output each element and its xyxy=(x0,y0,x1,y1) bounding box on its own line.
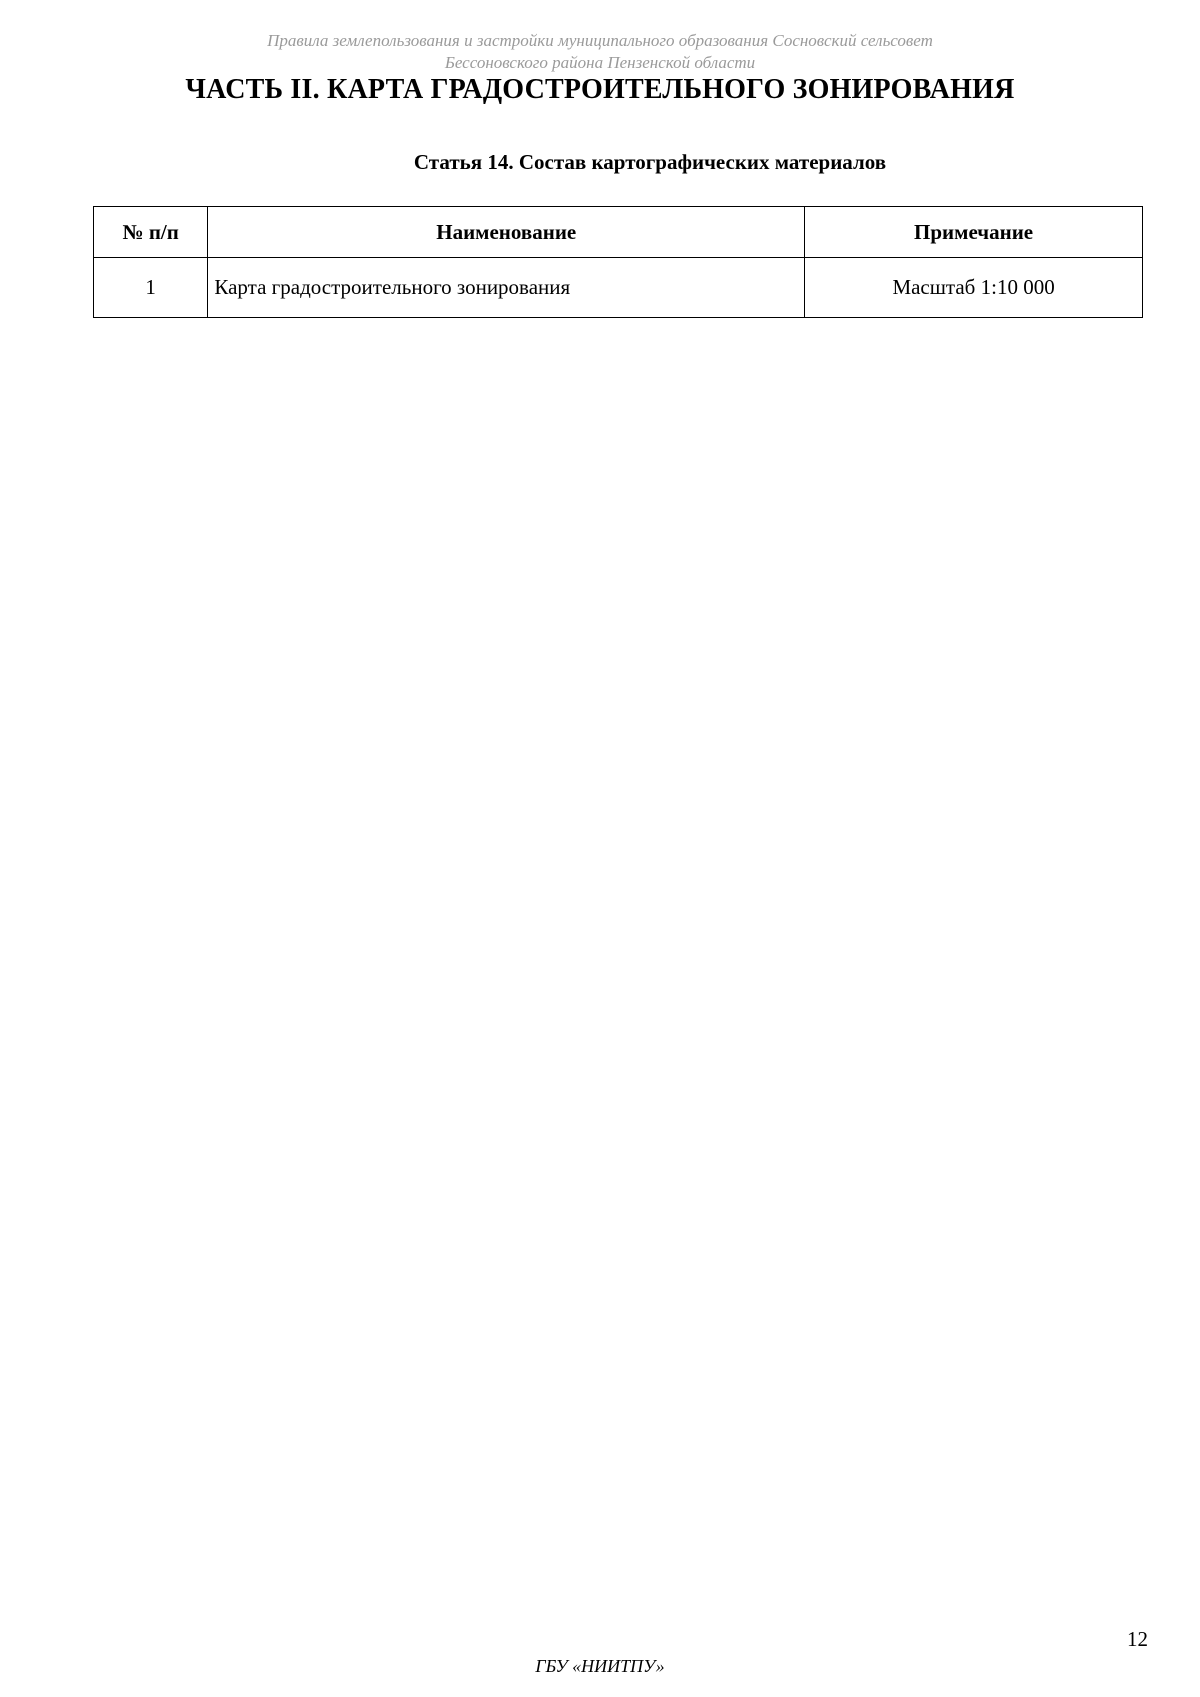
page-number: 12 xyxy=(1127,1627,1148,1651)
running-header-line1: Правила землепользования и застройки муниципального образования Сосновский сельсовет xyxy=(267,31,933,50)
running-header xyxy=(0,30,1200,74)
table-cell-number: 1 xyxy=(94,258,208,318)
part-title: ЧАСТЬ II. КАРТА ГРАДОСТРОИТЕЛЬНОГО ЗОНИРОВАНИЯ xyxy=(185,74,1015,105)
table-cell-name: Карта градостроительного зонирования xyxy=(208,258,805,318)
article-title: Статья 14. Состав картографических материалов xyxy=(413,150,887,174)
table-header-row xyxy=(94,207,1143,258)
column-header-number: № п/п xyxy=(94,207,208,258)
table-row xyxy=(94,258,1143,318)
column-header-name: Наименование xyxy=(208,207,805,258)
page-footer: ГБУ «НИИТПУ» xyxy=(535,1656,665,1676)
table-cell-note: Масштаб 1:10 000 xyxy=(805,258,1143,318)
running-header-line2: Бессоновского района Пензенской области xyxy=(444,53,756,72)
materials-table xyxy=(93,206,1143,318)
column-header-note: Примечание xyxy=(805,207,1143,258)
